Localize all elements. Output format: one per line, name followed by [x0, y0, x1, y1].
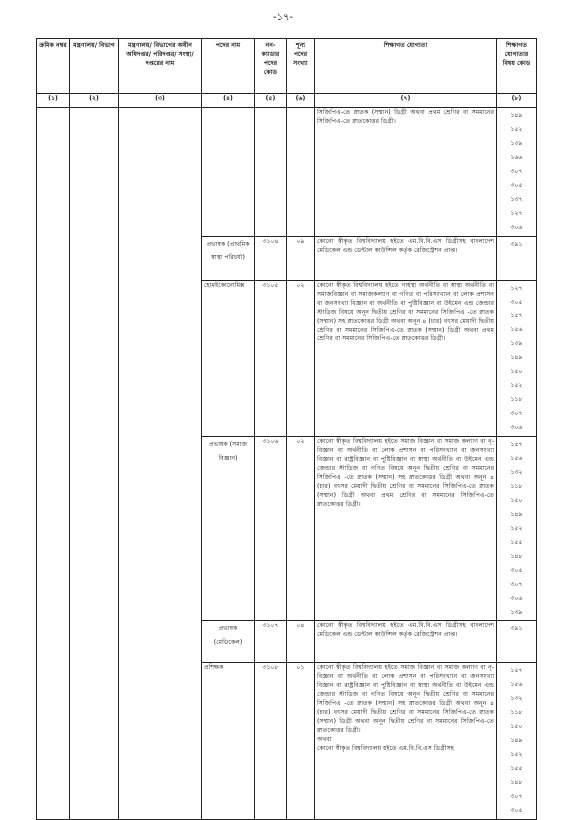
subject-code: ১১৮ [510, 709, 523, 717]
subject-code: ৩০৭ [510, 167, 523, 175]
page-number: -১৭- [272, 12, 294, 23]
header-non-cadre-code: নন- ক্যাডার পদের কোড [255, 39, 287, 94]
subject-code: ১৫২ [510, 125, 523, 133]
subject-code: ১৫০ [510, 723, 523, 731]
qualification-cell: সিজিপিএ-তে স্নাতক (সম্মান) ডিগ্রী অথবা প্রথম শ্রেণির বা সমমানের সিজিপিএ-তে স্নাতকোত্তর ডিগ্রী। [315, 108, 497, 237]
subject-code: ৩০৭ [510, 410, 523, 418]
subject-code: ৩০৫ [510, 298, 523, 306]
subject-codes-cell [497, 108, 537, 237]
subject-code: ১২৭ [510, 209, 523, 217]
subject-code: ১৫৭ [510, 312, 523, 320]
post-cell: প্রভাষক (মেডিকেল) [202, 621, 255, 663]
code-cell: ৩১০৭ [255, 621, 287, 663]
subject-code: ১৫৭ [510, 667, 523, 675]
qualification-cell: কোনো স্বীকৃত বিশ্ববিদ্যালয় হইতে গার্হস্থ্য অর্থনীতি বা স্বাস্থ্য অর্থনীতি বা সমাজবিজ্ঞান বা সমাজকল্যাণ বা গণিত বা পরিসংখ্যান বা লোক প্রশাসন বা জনসংখ্যা বিজ্ঞান বা অর্থনীতি বা পুষ্টিবিজ্ঞান বা উইমেন এন্ড জেন্ডার স্টাডিজ বিষয়ে অনূন দ্বিতীয় শ্রেণির বা সমমানের সিজিপিএ -তে স্নাতক (সম্মান) সহ স্নাতকোত্তর ডিগ্রী অথবা অনূন ৪ (চার) বৎসর মেয়াদী দ্বিতীয় শ্রেণির বা সমমানের সিজিপিএ-তে স্নাতক (সম্মান) ডিগ্রী অথবা প্রথম শ্রেণির বা সমমানের সিজিপিএ-তে স্নাতকোত্তর ডিগ্রী। [315, 280, 497, 436]
subject-code: ১৩৯ [510, 608, 523, 616]
code-cell: ৩১০৬ [255, 437, 287, 621]
code-cell [255, 108, 287, 237]
subject-code: ১৫৫ [510, 765, 523, 773]
header-ministry: মন্ত্রণালয়/ বিভাগ [70, 39, 119, 94]
qualification-alternative: কোনো স্বীকৃত বিশ্ববিদ্যালয় হইতে এম.বি.বি.এস ডিগ্রীসহ [317, 745, 454, 753]
post-cell: প্রভাষক (সমাজ বিজ্ঞান) [202, 437, 255, 621]
subject-code: ১৫৫ [510, 538, 523, 546]
header-vacancies: শূন্য পদের সংখ্যা [287, 39, 315, 94]
qualification-cell: কোনো স্বীকৃত বিশ্ববিদ্যালয় হইতে এম.বি.বি.এস ডিগ্রীসহ বাংলাদেশ মেডিকেল এন্ড ডেন্টাল কাউন্সিল কর্তৃক রেজিস্ট্রেশন প্রাপ্ত। [315, 236, 497, 280]
code-cell: ৩১০৪ [255, 236, 287, 280]
subject-code: ১৫৬ [510, 681, 523, 689]
subject-code: ১২৭ [510, 284, 523, 292]
header-directorate: মন্ত্রণালয়/ বিভাগের অধীন অধিদপ্তর/ পরিদপ্তর/ সংস্থা/ দপ্তরের নাম [119, 39, 202, 94]
table-row [37, 108, 537, 237]
subject-code: ৩৯১ [510, 240, 523, 248]
column-number: (৮) [497, 94, 537, 108]
subject-codes-cell [497, 236, 537, 280]
header-serial: ক্রমিক নম্বর [37, 39, 70, 94]
subject-code: ৩০৭ [510, 580, 523, 588]
subject-code: ১৩২ [510, 468, 523, 476]
column-number: (৫) [255, 94, 287, 108]
subject-code: ১৫২ [510, 382, 523, 390]
subject-code: ১৩৭ [510, 195, 523, 203]
post-cell: প্রশিক্ষক [202, 663, 255, 819]
post-cell: প্রভাষক (প্রাথমিক স্বাস্থ্য পরিচর্যা) [202, 236, 255, 280]
column-number: (৬) [287, 94, 315, 108]
subject-code: ১৩৯ [510, 139, 523, 147]
subject-code: ১৩২ [510, 695, 523, 703]
subject-code: ১৩৯ [510, 340, 523, 348]
subject-code: ১৪৮ [510, 779, 523, 787]
subject-code: ৩০৬ [510, 223, 523, 231]
subject-code: ১৪৯ [510, 510, 523, 518]
post-cell [202, 108, 255, 237]
vacancies-cell [287, 108, 315, 237]
code-cell: ৩১০৫ [255, 280, 287, 436]
post-cell: হোমইকোনোমিক্স [202, 280, 255, 436]
recruitment-table [36, 38, 537, 820]
vacancies-cell: ০২ [287, 280, 315, 436]
subject-code: ১৪৯ [510, 737, 523, 745]
subject-code: ৩০৭ [510, 793, 523, 801]
header-row [37, 39, 537, 94]
subject-code: ১৫২ [510, 751, 523, 759]
subject-code: ১৫৬ [510, 455, 523, 463]
subject-code: ১৫২ [510, 524, 523, 532]
vacancies-cell: ০৪ [287, 621, 315, 663]
subject-code: ১১৮ [510, 482, 523, 490]
subject-codes-cell [497, 280, 537, 436]
serial-cell [37, 108, 70, 820]
qualification-cell: কোনো স্বীকৃত বিশ্ববিদ্যালয় হইতে সমাজ বিজ্ঞান বা সমাজ কল্যাণ বা নৃ-বিজ্ঞান বা অর্থনীতি বা লোক প্রশাসন বা পরিসংখ্যান বা জনসংখ্যা বিজ্ঞান বা রাষ্ট্রবিজ্ঞান বা পুষ্টিবিজ্ঞান বা স্বাস্থ্য অর্থনীতি বা উইমেন এন্ড জেন্ডার স্টাডিজ বা গণিত বিষয়ে অনূন দ্বিতীয় শ্রেণির বা সমমানের সিজিপিএ -তে স্নাতক (সম্মান) সহ স্নাতকোত্তর ডিগ্রী অথবা অনূন ৪ (চার) বৎসর মেয়াদী দ্বিতীয় শ্রেণির বা সমমানের সিজিপিএ-তে স্নাতক (সম্মান) ডিগ্রী অথবা প্রথম শ্রেণির বা সমমানের সিজিপিএ-তে স্নাতকোত্তর ডিগ্রী। [315, 437, 497, 621]
column-number: (৩) [119, 94, 202, 108]
vacancies-cell: ০৯ [287, 236, 315, 280]
qualification-text: কোনো স্বীকৃত বিশ্ববিদ্যালয় হইতে সমাজ বিজ্ঞান বা সমাজ কল্যাণ বা নৃ-বিজ্ঞান বা অর্থনীতি বা লোক প্রশাসন বা পরিসংখ্যান বা জনসংখ্যা বিজ্ঞান বা রাষ্ট্রবিজ্ঞান বা পুষ্টিবিজ্ঞান বা স্বাস্থ্য অর্থনীতি বা উইমেন এন্ড জেন্ডার স্টাডিজ বা গণিত বিষয়ে অনূন দ্বিতীয় শ্রেণির বা সমমানের সিজিপিএ -তে স্নাতক (সম্মান) সহ স্নাতকোত্তর ডিগ্রী অথবা অনূন ৪ (চার) বৎসর মেয়াদী দ্বিতীয় শ্রেণির বা সমমানের সিজিপিএ-তে স্নাতক (সম্মান) ডিগ্রী অথবা অনূন দ্বিতীয় শ্রেণির বা সমমানের সিজিপিএ-তে স্নাতকোত্তর ডিগ্রী। [317, 664, 494, 735]
subject-code: ১৫৬ [510, 326, 523, 334]
vacancies-cell: ০২ [287, 437, 315, 621]
subject-code: ১৫৭ [510, 441, 523, 449]
subject-codes-cell [497, 663, 537, 819]
subject-code: ১৬৬ [510, 153, 523, 161]
subject-code: ১৫০ [510, 496, 523, 504]
subject-code: ১৪৯ [510, 112, 523, 119]
qualification-or-label: অথবা [317, 736, 332, 744]
subject-code: ১৪৯ [510, 354, 523, 362]
qualification-cell: কোনো স্বীকৃত বিশ্ববিদ্যালয় হইতে এম.বি.বি.এস ডিগ্রীসহ বাংলাদেশ মেডিকেল এন্ড ডেন্টাল কাউন্সিল কর্তৃক রেজিস্ট্রেশন প্রাপ্ত। [315, 621, 497, 663]
subject-codes-cell [497, 437, 537, 621]
directorate-cell [119, 108, 202, 820]
subject-code: ৩৯১ [510, 625, 523, 633]
subject-code: ১১৮ [510, 396, 523, 404]
subject-code: ৩০৬ [510, 594, 523, 602]
qualification-cell [315, 663, 497, 819]
subject-codes-cell [497, 621, 537, 663]
vacancies-cell: ০১ [287, 663, 315, 819]
code-cell: ৩১০৮ [255, 663, 287, 819]
subject-code: ৩০৬ [510, 424, 523, 432]
ministry-cell [70, 108, 119, 820]
subject-code: ৩০৫ [510, 566, 523, 574]
subject-code: ১৫০ [510, 368, 523, 376]
subject-code: ১৪৮ [510, 552, 523, 560]
header-subject-code: শিক্ষাগত যোগ্যতার বিষয় কোড [497, 39, 537, 94]
subject-code: ৩০৫ [510, 181, 523, 189]
column-number: (১) [37, 94, 70, 108]
column-number-row [37, 94, 537, 108]
subject-code: ৩০৫ [510, 806, 523, 814]
column-number: (২) [70, 94, 119, 108]
header-post-name: পদের নাম [202, 39, 255, 94]
column-number: (৭) [315, 94, 497, 108]
header-qualification: শিক্ষাগত যোগ্যতা [315, 39, 497, 94]
column-number: (৪) [202, 94, 255, 108]
